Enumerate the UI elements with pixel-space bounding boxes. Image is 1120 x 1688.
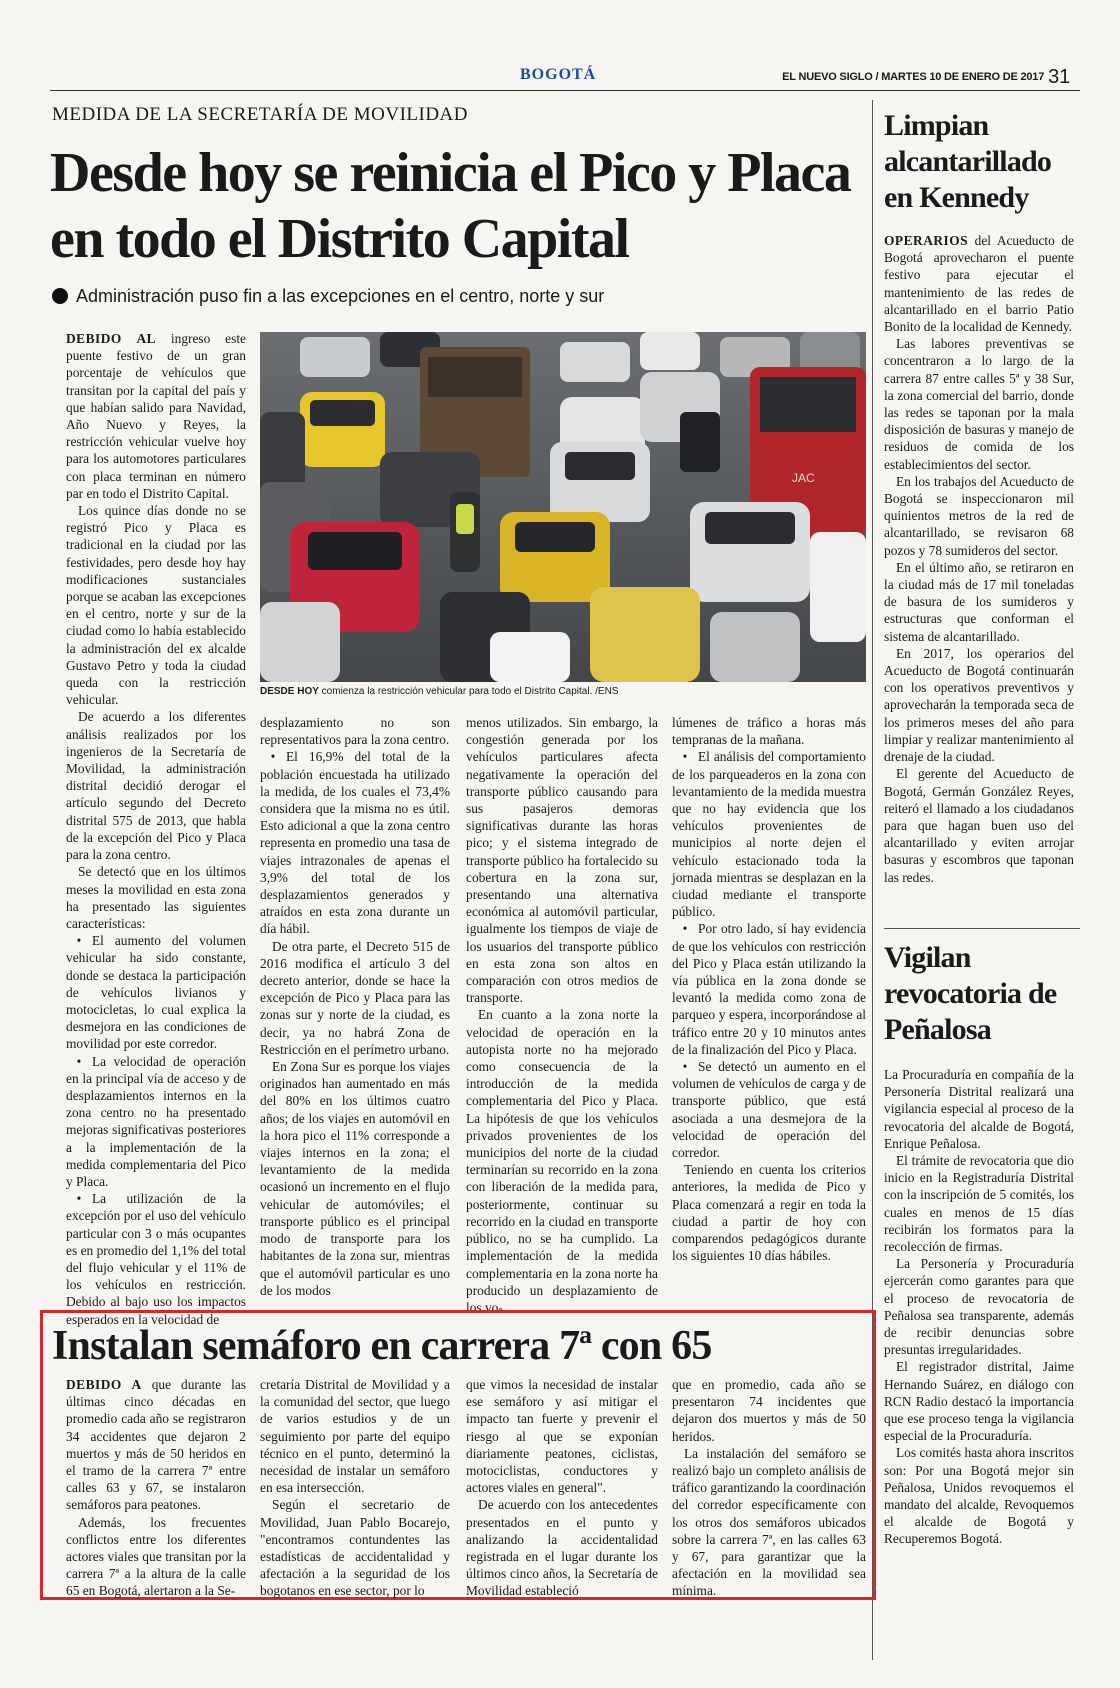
box-column-2 [260, 1376, 450, 1599]
paragraph: Según el secretario de Movilidad, Juan Pablo Bocarejo, "encontramos contundentes las estadísticas de accidentalidad y afectación a la seguridad de los bogotanos en ese sector, por lo [260, 1497, 450, 1599]
svg-text:JAC: JAC [792, 471, 815, 485]
paragraph-text: ingreso este puente festivo de un gran porcentaje de vehículos que transitan por la capital del país y que habían salido para Navidad, Año Nuevo y Reyes, la restricción vehicular vuelve hoy para los automotores particulares con placa terminan en número par en todo el Distrito Capital. [66, 331, 246, 501]
paragraph: De acuerdo a los diferentes análisis realizados por los ingenieros de la Secretaría de Movilidad, la administración distrital decidió derogar el artículo segundo del Decreto distrital 575 de 2013, que habla de la excepción del Pico y Placa para la zona centro. [66, 709, 246, 863]
paragraph: desplazamiento no son representativos para la zona centro. [260, 715, 450, 748]
paragraph: lúmenes de tráfico a horas más tempranas de la mañana. [672, 715, 866, 748]
article-column-2 [260, 714, 450, 1298]
photo-caption [260, 686, 866, 697]
caption-lead: DESDE HOY [260, 686, 319, 697]
bullet-item: • Se detectó un aumento en el volumen de vehículos de carga y de transporte público, que está asociada a una desmejora de la velocidad de operación del corredor. [672, 1058, 866, 1161]
paragraph: En el último año, se retiraron en la ciudad más de 17 mil toneladas de basura de los sumideros y estructuras que conforman el sistema de alcantarillado. [884, 559, 1074, 644]
paragraph: cretaría Distrital de Movilidad y a la comunidad del sector, que luego de varios estudios y de un seguimiento por parte del equipo técnico en el punto, determinó la necesidad de instalar un semáforo en esa intersección. [260, 1377, 450, 1496]
paragraph-text: que durante las últimas cinco décadas en promedio cada año se registraron 34 accidentes que dejaron 2 muertos y más de 50 heridos en el tramo de la carrera 7ª entre calles 63 y 67, se instalaron semáforos para peatones. [66, 1377, 247, 1513]
paragraph: que en promedio, cada año se presentaron 74 incidentes que dejaron dos muertos y más de 50 heridos. [672, 1377, 866, 1444]
masthead-text: EL NUEVO SIGLO / MARTES 10 DE ENERO DE 2017 [782, 71, 1045, 83]
paragraph: que vimos la necesidad de instalar ese semáforo y así mitigar el impacto tan fuerte y prevenir el riesgo al que se exponían diariamente peatones, ciclistas, motociclistas, conductores y actores viales en general". [466, 1377, 658, 1496]
paragraph: Los quince días donde no se registró Pico y Placa es tradicional en la ciudad por las festividades, pero desde hoy hay modificaciones sustanciales porque se acaban las excepciones en el centro, norte y sur de la ciudad como lo había establecido la administración del ex alcalde Gustavo Petro y toda la ciudad queda con la restricción vehicular. [66, 503, 246, 708]
box-column-3 [466, 1376, 658, 1599]
subhead-text: Administración puso fin a las excepciones en el centro, norte y sur [76, 286, 605, 306]
paragraph [66, 330, 246, 502]
sidebar-story-penalosa [884, 1066, 1074, 1596]
traffic-jam-illustration [260, 332, 866, 682]
box-headline: Instalan semáforo en carrera 7ª con 65 [52, 1323, 712, 1369]
subhead [52, 286, 604, 307]
paragraph: Se detectó que en los últimos meses la movilidad en esta zona ha presentado las siguientes características: [66, 864, 246, 931]
sidebar-headline-kennedy: Limpian alcantarillado en Kennedy [884, 109, 1052, 214]
bullet-item: • El análisis del comportamiento de los parqueaderos en la zona con levantamiento de la medida muestra que no hay evidencia que los vehículos provenientes de municipios al norte dejen el vehículo estacionado toda la jornada mientras se desplazan en la ciudad mediante el transporte público. [672, 748, 866, 920]
sidebar-headline-penalosa: Vigilan revocatoria de Peñalosa [884, 941, 1057, 1046]
bullet-item: • La utilización de la excepción por el uso del vehículo particular con 3 o más ocupantes es en promedio del 1,1% del total del flujo vehicular y el 11% de los vehículos en restricción. Debido al bajo uso los impactos esperados en la velocidad de [66, 1190, 246, 1328]
paragraph: En 2017, los operarios del Acueducto de Bogotá continuarán con los operativos preventivos y aprovecharán la temporada seca de los primeros meses del año para limpiar y realizar mantenimiento al drenaje de la ciudad. [884, 645, 1074, 765]
paragraph: La Procuraduría en compañía de la Personería Distrital realizará una vigilancia especial al proceso de la revocatoria del alcalde de Bogotá, Enrique Peñalosa. [884, 1067, 1074, 1151]
paragraph: La instalación del semáforo se realizó bajo un completo análisis de tráfico garantizando la coordinación del corredor específicamente con los otros dos semáforos ubicados sobre la carrera 7ª, en las calles 63 y 67, para garantizar que la afectación en la movilidad sea mínima. [672, 1445, 866, 1599]
lead-word: DEBIDO AL [66, 331, 157, 346]
bullet-item: • El aumento del volumen vehicular ha sido constante, donde se destaca la participación de vehículos livianos y motocicletas, lo cual explica la desmejora en las condiciones de movilidad por este corredor. [66, 932, 246, 1052]
sidebar-divider [884, 928, 1080, 929]
box-column-4 [672, 1376, 866, 1599]
bullet-item: • La velocidad de operación en la principal vía de acceso y de desplazamientos internos en la zona centro no ha presentado mejoras significativas posteriores a la implementación de la medida complementaria del Pico y Placa. [66, 1053, 246, 1191]
paragraph: De acuerdo con los antecedentes presentados en el punto y analizando la accidentalidad registrada en el lugar durante los últimos cinco años, la Secretaría de Movilidad estableció [466, 1497, 658, 1599]
paragraph: Las labores preventivas se concentraron a lo largo de la carrera 87 entre calles 5ª y 38 Sur, la zona comercial del barrio, donde las redes se taponan por la mala disposición de basuras y manejo de residuos de comida de los establecimientos del sector. [884, 336, 1074, 472]
traffic-photo [260, 332, 866, 682]
section-name: BOGOTÁ [520, 66, 597, 83]
paragraph-text: del Acueducto de Bogotá aprovecharon el puente festivo para ejecutar el mantenimiento de las redes de alcantarillado en el barrio Patio Bonito de la localidad de Kennedy. [884, 233, 1074, 335]
paragraph: Los comités hasta ahora inscritos son: Por una Bogotá mejor sin Peñalosa, Unidos revoquemos el mandato del alcalde, Revoquemos el alcalde de Bogotá y Recuperemos Bogotá. [884, 1445, 1074, 1547]
main-headline: Desde hoy se reinicia el Pico y Placa en todo el Distrito Capital [50, 142, 851, 270]
kicker: MEDIDA DE LA SECRETARÍA DE MOVILIDAD [52, 104, 468, 125]
paragraph: En cuanto a la zona norte la velocidad de operación en la autopista norte no ha mejorado como consecuencia de la introducción de la medida complementaria del Pico y Placa. La hipótesis de que los vehículos privados provenientes de los municipios del norte de la ciudad terminarían su recorrido en la zona con liberación de la medida para, posteriormente, continuar su recorrido en la ciudad en transporte público, no se ha cumplido. La implementación de la medida complementaria en la zona norte ha producido un desplazamiento de los vo- [466, 1007, 658, 1315]
paragraph [884, 232, 1074, 335]
paragraph [66, 1376, 246, 1514]
paragraph: El registrador distrital, Jaime Hernando Suárez, en diálogo con RCN Radio destacó la importancia que ese proceso tenga la vigilancia especial de la Procuraduría. [884, 1359, 1074, 1444]
paragraph: Teniendo en cuenta los criterios anteriores, la medida de Pico y Placa comenzará a regir en toda la ciudad a partir de hoy con comparendos pedagógicos durante los siguientes 10 días hábiles. [672, 1162, 866, 1264]
page-number: 31 [1048, 66, 1070, 88]
paragraph: El trámite de revocatoria que dio inicio en la Registraduría Distrital con la inscripción de 5 comités, los cuales en menos de 15 días recibirán los formatos para la recolección de firmas. [884, 1153, 1074, 1255]
lead-word: DEBIDO A [66, 1377, 142, 1392]
article-column-4 [672, 714, 866, 1276]
paragraph: Además, los frecuentes conflictos entre los diferentes actores viales que transitan por la carrera 7ª a la altura de la calle 65 en Bogotá, alertaron a la Se- [66, 1514, 246, 1599]
paragraph: De otra parte, el Decreto 515 de 2016 modifica el artículo 3 del decreto anterior, donde se hace la excepción de Pico y Placa para las zonas sur y norte de la ciudad, es decir, ya no habrá Zona de Restricción en el perímetro urbano. [260, 938, 450, 1057]
paragraph: En los trabajos del Acueducto de Bogotá se inspeccionaron mil quinientos metros de la red de alcantarillado, se revisaron 68 pozos y 78 sumideros del sector. [884, 473, 1074, 558]
sidebar-story-kennedy [884, 232, 1074, 918]
bullet-item: • Por otro lado, sí hay evidencia de que los vehículos con restricción del Pico y Placa están utilizando la vía pública en la zona donde se levantó la medida como zona de parqueo y espera, incorporándose al tráfico entre 20 y 10 minutos antes de la finalización del Pico y Placa. [672, 920, 866, 1058]
top-rule [50, 90, 1080, 91]
article-column-1 [66, 330, 246, 1327]
masthead-date [782, 66, 1070, 89]
page-folio [50, 66, 1080, 88]
lead-word: OPERARIOS [884, 233, 969, 248]
bullet-item: • El 16,9% del total de la población encuestada ha utilizado la medida, de los cuales el 73,4% considera que la misma no es útil. Esto adicional a que la zona centro representa en promedio una tasa de viajes intrazonales de apenas el 3,9% del total de los desplazamientos generados y atraídos en esta zona durante un día hábil. [260, 748, 450, 937]
paragraph: El gerente del Acueducto de Bogotá, Germán González Reyes, reiteró el llamado a los ciudadanos para que hagan buen uso del alcantarillado y eviten arrojar basuras y escombros que taponan las redes. [884, 766, 1074, 885]
paragraph: En Zona Sur es porque los viajes originados han aumentado en más del 80% en los últimos cuatro años; de los viajes en automóvil en la hora pico el 11% corresponde a viajes internos en la zona; el levantamiento de la medida ocasionó un incremento en el flujo vehicular de automóviles; el transporte público es el principal modo de transporte para los habitantes de la zona sur, mientras que el automóvil particular es uno de los modos [260, 1059, 450, 1298]
article-column-3 [466, 714, 658, 1315]
caption-text: comienza la restricción vehicular para todo el Distrito Capital. /ENS [318, 686, 619, 697]
bullet-dot-icon [52, 288, 68, 304]
paragraph: menos utilizados. Sin embargo, la congestión generada por los vehículos particulares afecta negativamente la operación del transporte público causando para sus pasajeros demoras significativas durante las horas pico; y el sistema integrado de transporte público ha fortalecido su cobertura en la zona sur, presentando una alternativa económica al automóvil particular, igualmente los tiempos de viaje de los usuarios del transporte público en esta zona son altos en comparación con otros medios de transporte. [466, 715, 658, 1006]
paragraph: La Personería y Procuraduría ejercerán como garantes para que el proceso de revocatoria de Peñalosa sea transparente, además de recibir denuncias sobre presuntas irregularidades. [884, 1256, 1074, 1358]
box-column-1 [66, 1376, 247, 1599]
